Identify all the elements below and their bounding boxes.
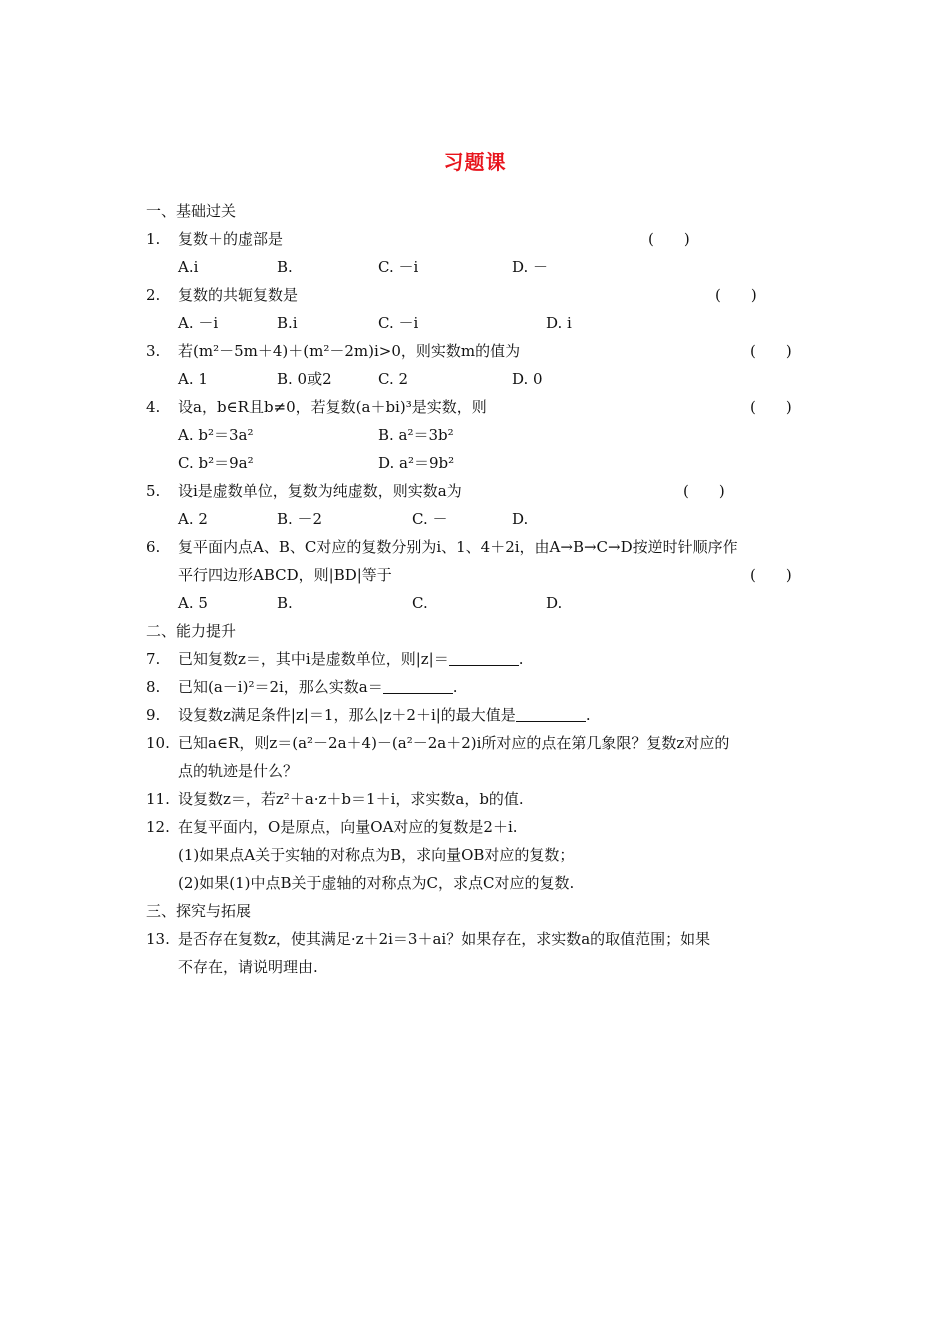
answer-blank (383, 679, 453, 694)
fill-in-question (178, 677, 458, 697)
page-title: 习题课 (443, 150, 507, 174)
question-text: 设a，b∈R且b≠0，若复数(a＋bi)³是实数，则 (178, 398, 487, 416)
fill-in-question (178, 705, 591, 725)
question-number: 4. (146, 398, 161, 416)
option-b: B. －2 (277, 510, 323, 528)
question-text-line2: 不存在，请说明理由. (178, 958, 318, 976)
option-b: B. (277, 594, 293, 612)
fill-in-question (178, 649, 524, 669)
option-a: A. b²＝3a² (178, 426, 254, 444)
question-number: 11. (146, 790, 170, 808)
period: . (518, 650, 524, 668)
question-text: 已知复数z＝，其中i是虚数单位，则|z|＝ (178, 650, 449, 668)
question-text: 复数＋的虚部是 (178, 230, 284, 248)
question-text: 设i是虚数单位，复数为纯虚数，则实数a为 (178, 482, 462, 500)
question-number: 13. (146, 930, 170, 948)
option-a: A. 1 (178, 370, 208, 388)
option-c: C. －i (378, 314, 419, 332)
question-number: 6. (146, 538, 161, 556)
sub-question-1: (1)如果点A关于实轴的对称点为B，求向量OB对应的复数； (178, 846, 575, 864)
option-b: B. (277, 258, 293, 276)
section-heading-explore: 三、探究与拓展 (146, 902, 252, 920)
question-number: 8. (146, 678, 161, 696)
period: . (585, 706, 591, 724)
option-a: A. 2 (178, 510, 208, 528)
option-d: D. 0 (512, 370, 543, 388)
question-text-line2: 点的轨迹是什么？ (178, 762, 299, 780)
answer-parentheses: ( ) (648, 230, 690, 248)
answer-blank (449, 651, 519, 666)
option-d: D. a²＝9b² (378, 454, 455, 472)
question-number: 7. (146, 650, 161, 668)
question-text-line1: 已知a∈R，则z＝(a²－2a＋4)－(a²－2a＋2)i所对应的点在第几象限？复数z对应的 (178, 734, 730, 752)
option-d: D. i (546, 314, 572, 332)
question-text: 复数的共轭复数是 (178, 286, 299, 304)
option-c: C. (412, 594, 428, 612)
question-number: 9. (146, 706, 161, 724)
answer-parentheses: ( ) (750, 566, 792, 584)
answer-parentheses: ( ) (683, 482, 725, 500)
question-number: 10. (146, 734, 170, 752)
question-number: 3. (146, 342, 161, 360)
option-b: B. a²＝3b² (378, 426, 454, 444)
question-text-line1: 复平面内点A、B、C对应的复数分别为i、1、4＋2i，由A→B→C→D按逆时针顺序作 (178, 538, 738, 556)
option-d: D. － (512, 258, 549, 276)
section-heading-ability: 二、能力提升 (146, 622, 237, 640)
question-text: 已知(a－i)²＝2i，那么实数a＝ (178, 678, 383, 696)
question-number: 5. (146, 482, 161, 500)
question-number: 12. (146, 818, 170, 836)
question-text-line2: 平行四边形ABCD，则|BD|等于 (178, 566, 392, 584)
question-text: 在复平面内，O是原点，向量OA对应的复数是2＋i. (178, 818, 518, 836)
option-b: B. 0或2 (277, 370, 332, 388)
option-c: C. b²＝9a² (178, 454, 254, 472)
period: . (452, 678, 458, 696)
question-number: 2. (146, 286, 161, 304)
answer-parentheses: ( ) (715, 286, 757, 304)
answer-parentheses: ( ) (750, 342, 792, 360)
option-c: C. －i (378, 258, 419, 276)
option-c: C. － (412, 510, 448, 528)
answer-blank (516, 707, 586, 722)
sub-question-2: (2)如果(1)中点B关于虚轴的对称点为C，求点C对应的复数. (178, 874, 575, 892)
section-heading-basic: 一、基础过关 (146, 202, 237, 220)
question-text-line1: 是否存在复数z，使其满足·z＋2i＝3＋ai？如果存在，求实数a的取值范围；如果 (178, 930, 711, 948)
question-text: 若(m²－5m＋4)＋(m²－2m)i>0，则实数m的值为 (178, 342, 521, 360)
question-number: 1. (146, 230, 161, 248)
option-a: A. 5 (178, 594, 208, 612)
option-d: D. (512, 510, 529, 528)
option-b: B.i (277, 314, 298, 332)
answer-parentheses: ( ) (750, 398, 792, 416)
option-a: A.i (178, 258, 199, 276)
option-d: D. (546, 594, 563, 612)
option-c: C. 2 (378, 370, 409, 388)
question-text: 设复数z＝，若z²＋a·z＋b＝1＋i，求实数a，b的值. (178, 790, 524, 808)
option-a: A. －i (178, 314, 219, 332)
question-text: 设复数z满足条件|z|＝1，那么|z＋2＋i|的最大值是 (178, 706, 516, 724)
